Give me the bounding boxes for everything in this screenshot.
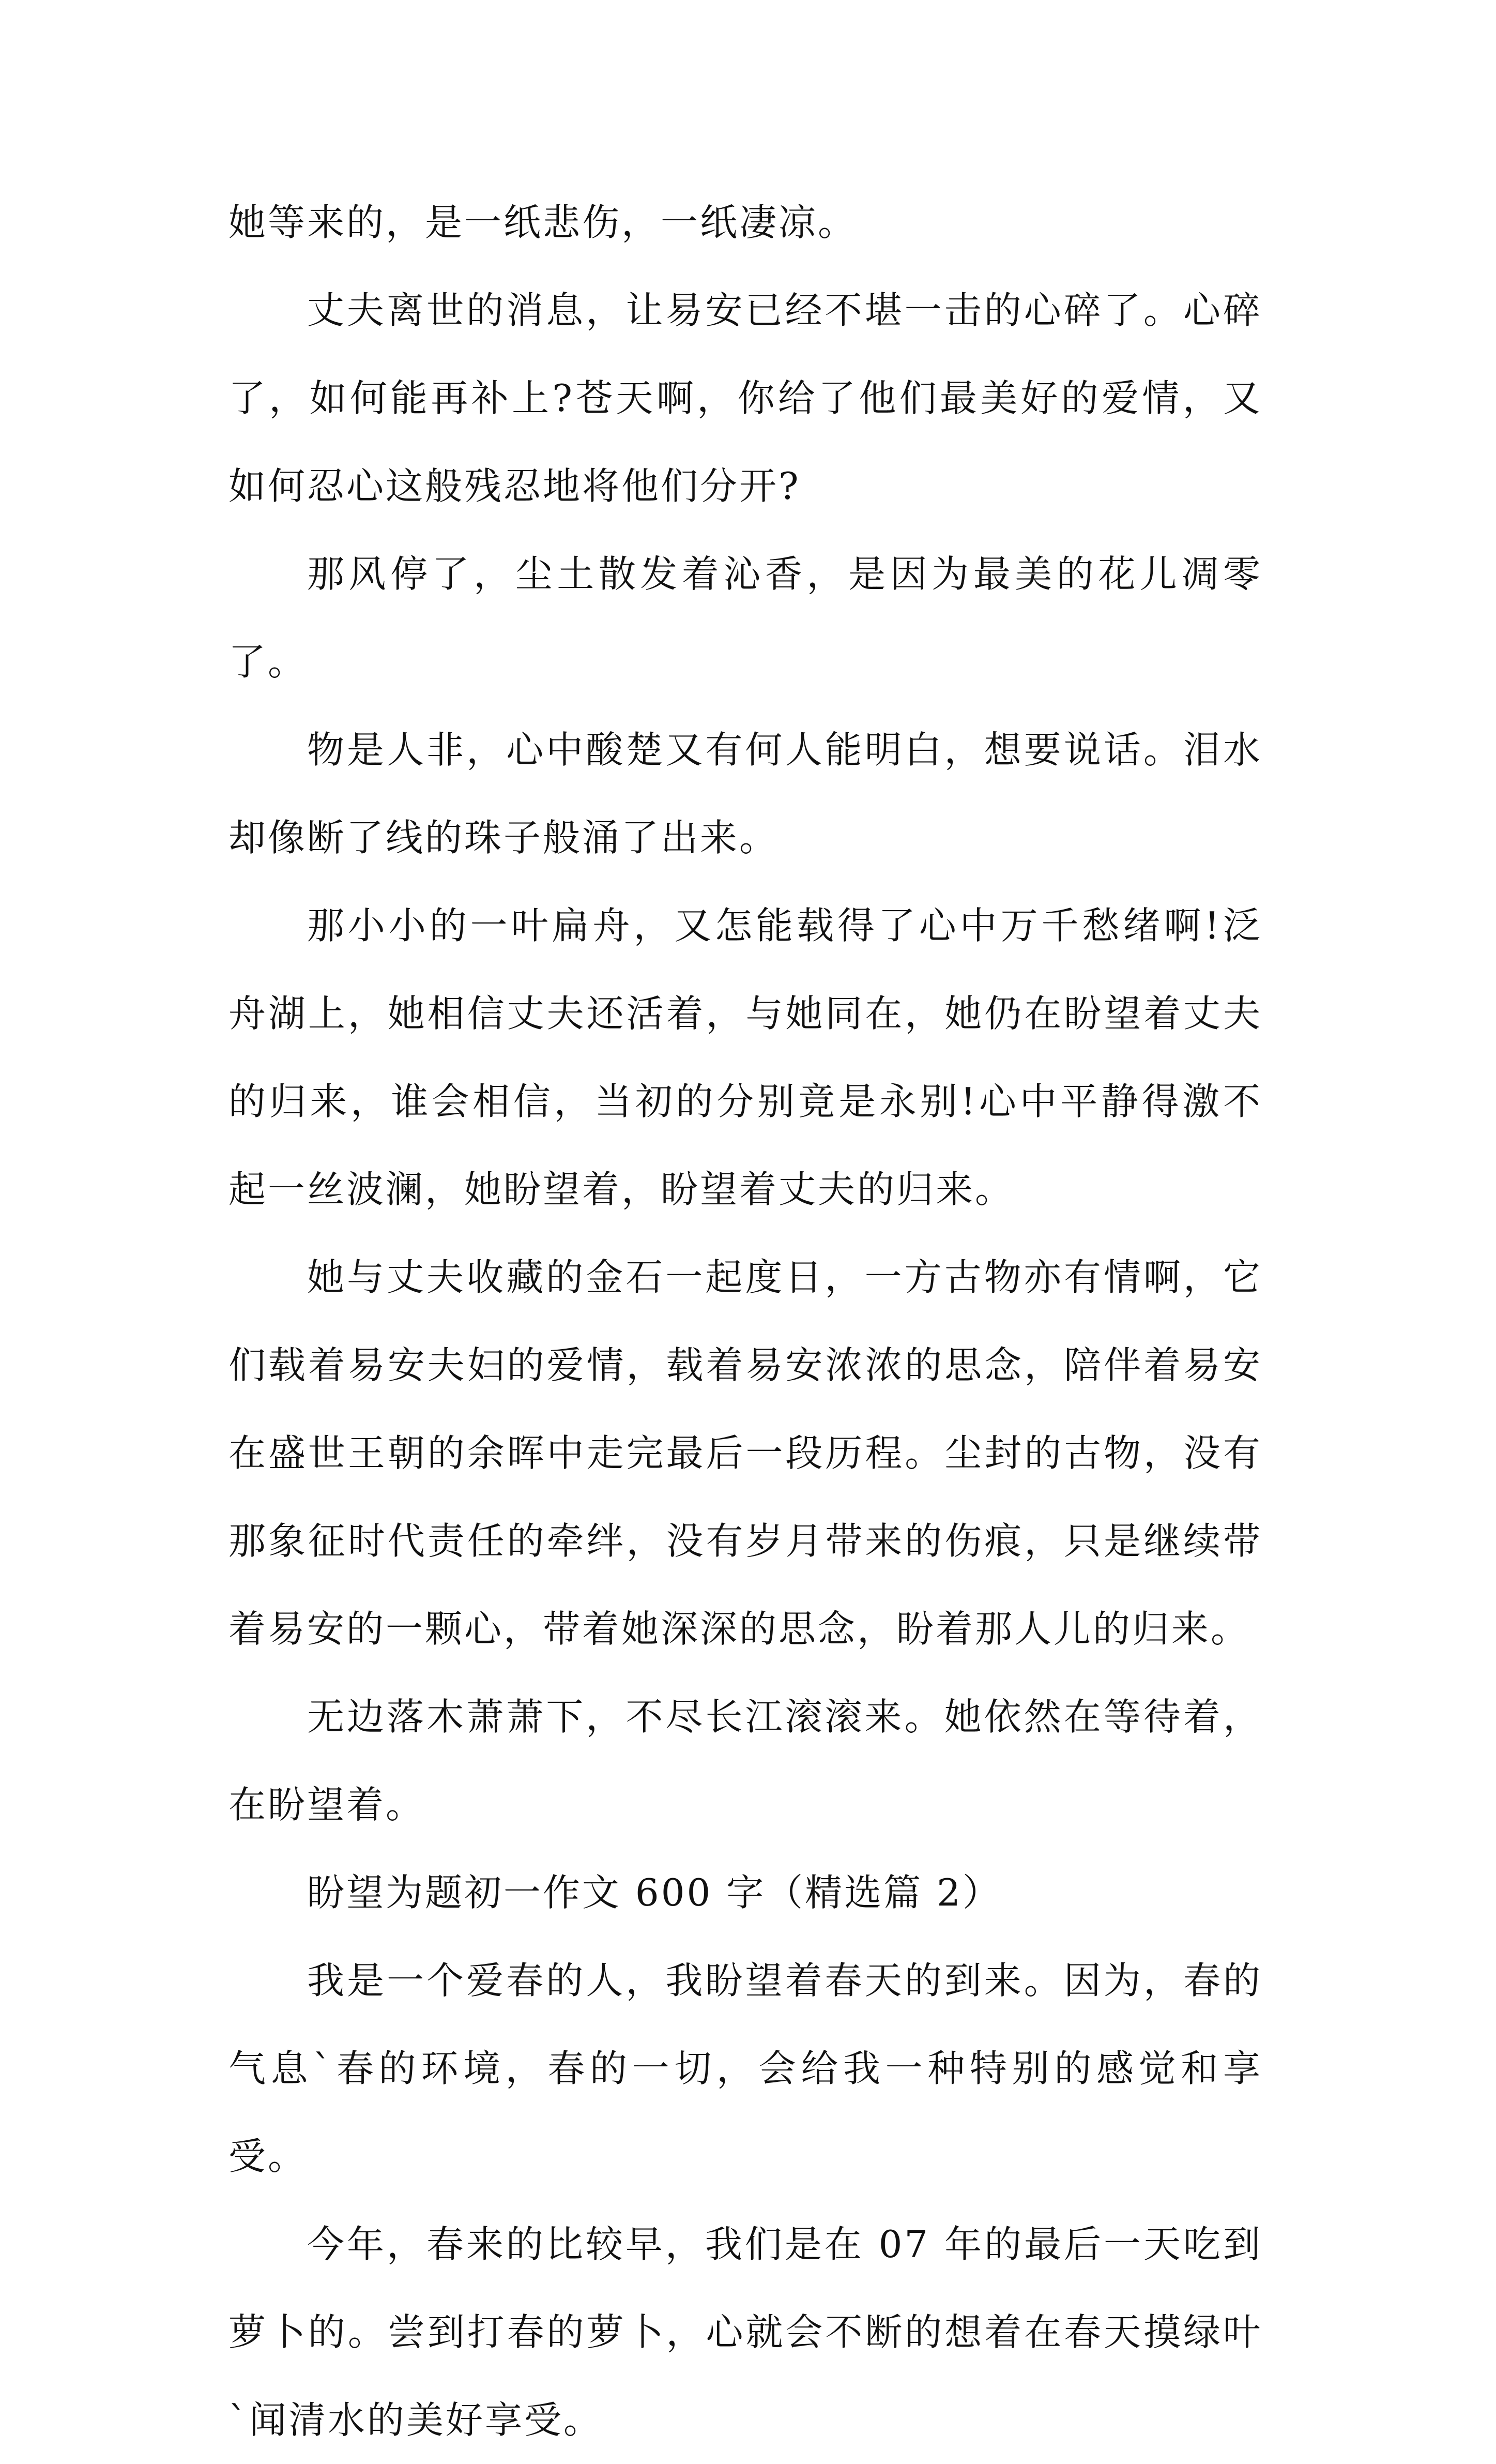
paragraph-2: 丈夫离世的消息，让易安已经不堪一击的心碎了。心碎了，如何能再补上?苍天啊，你给了他们最美好的爱情，又如何忍心这般残忍地将他们分开? [228,289,1262,508]
paragraph-1: 她等来的，是一纸悲伤，一纸凄凉。 [228,201,858,244]
paragraph-7: 无边落木萧萧下，不尽长江滚滚来。她依然在等待着，在盼望着。 [228,1695,1262,1826]
paragraph-6: 她与丈夫收藏的金石一起度日，一方古物亦有情啊，它们载着易安夫妇的爱情，载着易安浓浓的思念，陪伴着易安在盛世王朝的余晖中走完最后一段历程。尘封的古物，没有那象征时代责任的牵绊，没有岁月带来的伤痕，只是继续带着易安的一颗心，带着她深深的思念，盼着那人儿的归来。 [228,1256,1262,1651]
paragraph-8: 我是一个爱春的人，我盼望着春天的到来。因为，春的气息`春的环境，春的一切，会给我一种特别的感觉和享受。 [228,1959,1262,2178]
paragraph-9: 今年，春来的比较早，我们是在 07 年的最后一天吃到萝卜的。尝到打春的萝卜，心就会不断的想着在春天摸绿叶`闻清水的美好享受。 [228,2223,1262,2442]
paragraph-3: 那风停了，尘土散发着沁香，是因为最美的花儿凋零了。 [228,552,1262,684]
paragraph-5: 那小小的一叶扁舟，又怎能载得了心中万千愁绪啊!泛舟湖上，她相信丈夫还活着，与她同在，她仍在盼望着丈夫的归来，谁会相信，当初的分别竟是永别!心中平静得激不起一丝波澜，她盼望着，盼望着丈夫的归来。 [228,904,1262,1211]
document-body [228,178,1262,2464]
section-heading: 盼望为题初一作文 600 字（精选篇 2） [307,1871,1002,1914]
paragraph-4: 物是人非，心中酸楚又有何人能明白，想要说话。泪水却像断了线的珠子般涌了出来。 [228,728,1262,859]
